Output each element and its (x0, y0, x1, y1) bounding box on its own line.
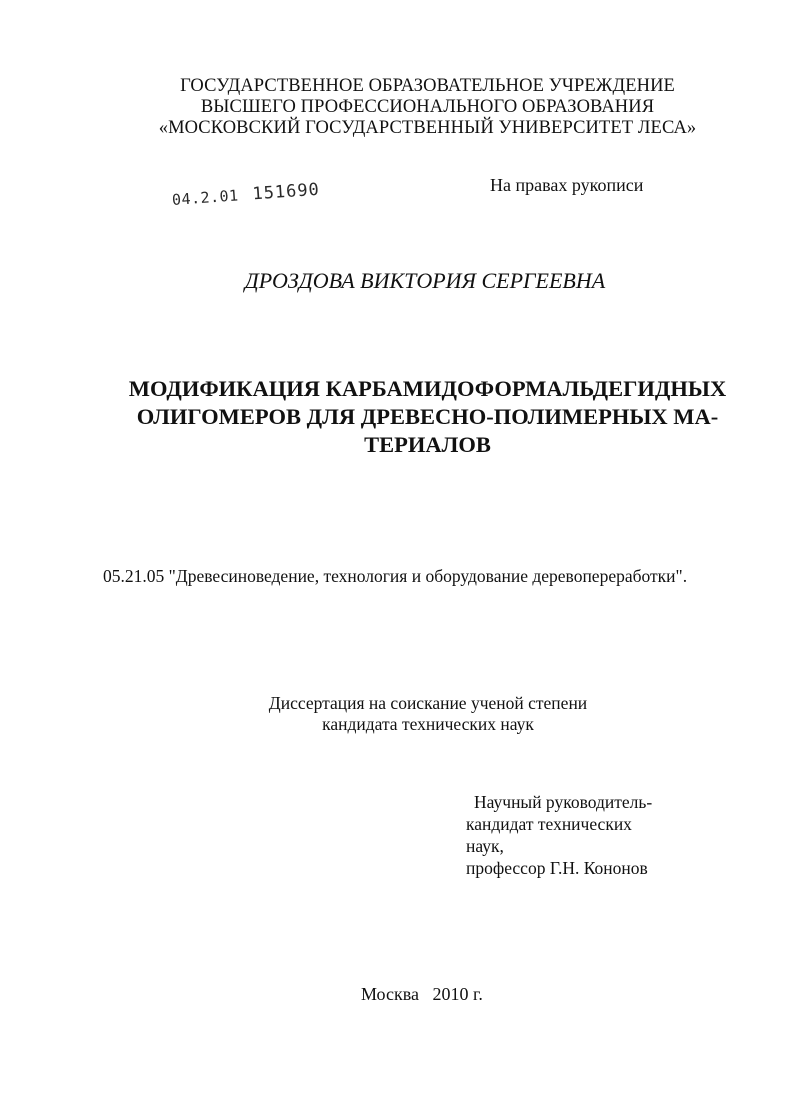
supervisor-line-2: кандидат технических (466, 814, 632, 834)
stamp-number: 151690 (251, 179, 321, 205)
stamp-date: 04.2.01 (171, 186, 240, 209)
author-name: ДРОЗДОВА ВИКТОРИЯ СЕРГЕЕВНА (244, 268, 606, 293)
library-stamp (171, 180, 320, 210)
city-and-year: Москва 2010 г. (361, 984, 483, 1004)
thesis-title-line-3: ТЕРИАЛОВ (364, 432, 491, 457)
degree-line-2: кандидата технических наук (322, 714, 534, 734)
manuscript-rights-note: На правах рукописи (490, 175, 644, 195)
institution-line-1: ГОСУДАРСТВЕННОЕ ОБРАЗОВАТЕЛЬНОЕ УЧРЕЖДЕНИЕ (180, 76, 675, 96)
thesis-title-line-2: ОЛИГОМЕРОВ ДЛЯ ДРЕВЕСНО-ПОЛИМЕРНЫХ МА- (136, 404, 719, 429)
supervisor-line-3: наук, (466, 836, 504, 856)
degree-line-1: Диссертация на соискание ученой степени (268, 693, 588, 713)
institution-line-3: «МОСКОВСКИЙ ГОСУДАРСТВЕННЫЙ УНИВЕРСИТЕТ ЛЕСА» (158, 118, 697, 138)
thesis-title-line-1: МОДИФИКАЦИЯ КАРБАМИДОФОРМАЛЬДЕГИДНЫХ (128, 376, 727, 401)
institution-line-2: ВЫСШЕГО ПРОФЕССИОНАЛЬНОГО ОБРАЗОВАНИЯ (200, 97, 655, 117)
specialty-code: 05.21.05 "Древесиноведение, технология и оборудование деревопереработки". (103, 566, 688, 586)
supervisor-line-4: профессор Г.Н. Кононов (466, 858, 648, 878)
supervisor-line-1: Научный руководитель- (474, 792, 653, 812)
